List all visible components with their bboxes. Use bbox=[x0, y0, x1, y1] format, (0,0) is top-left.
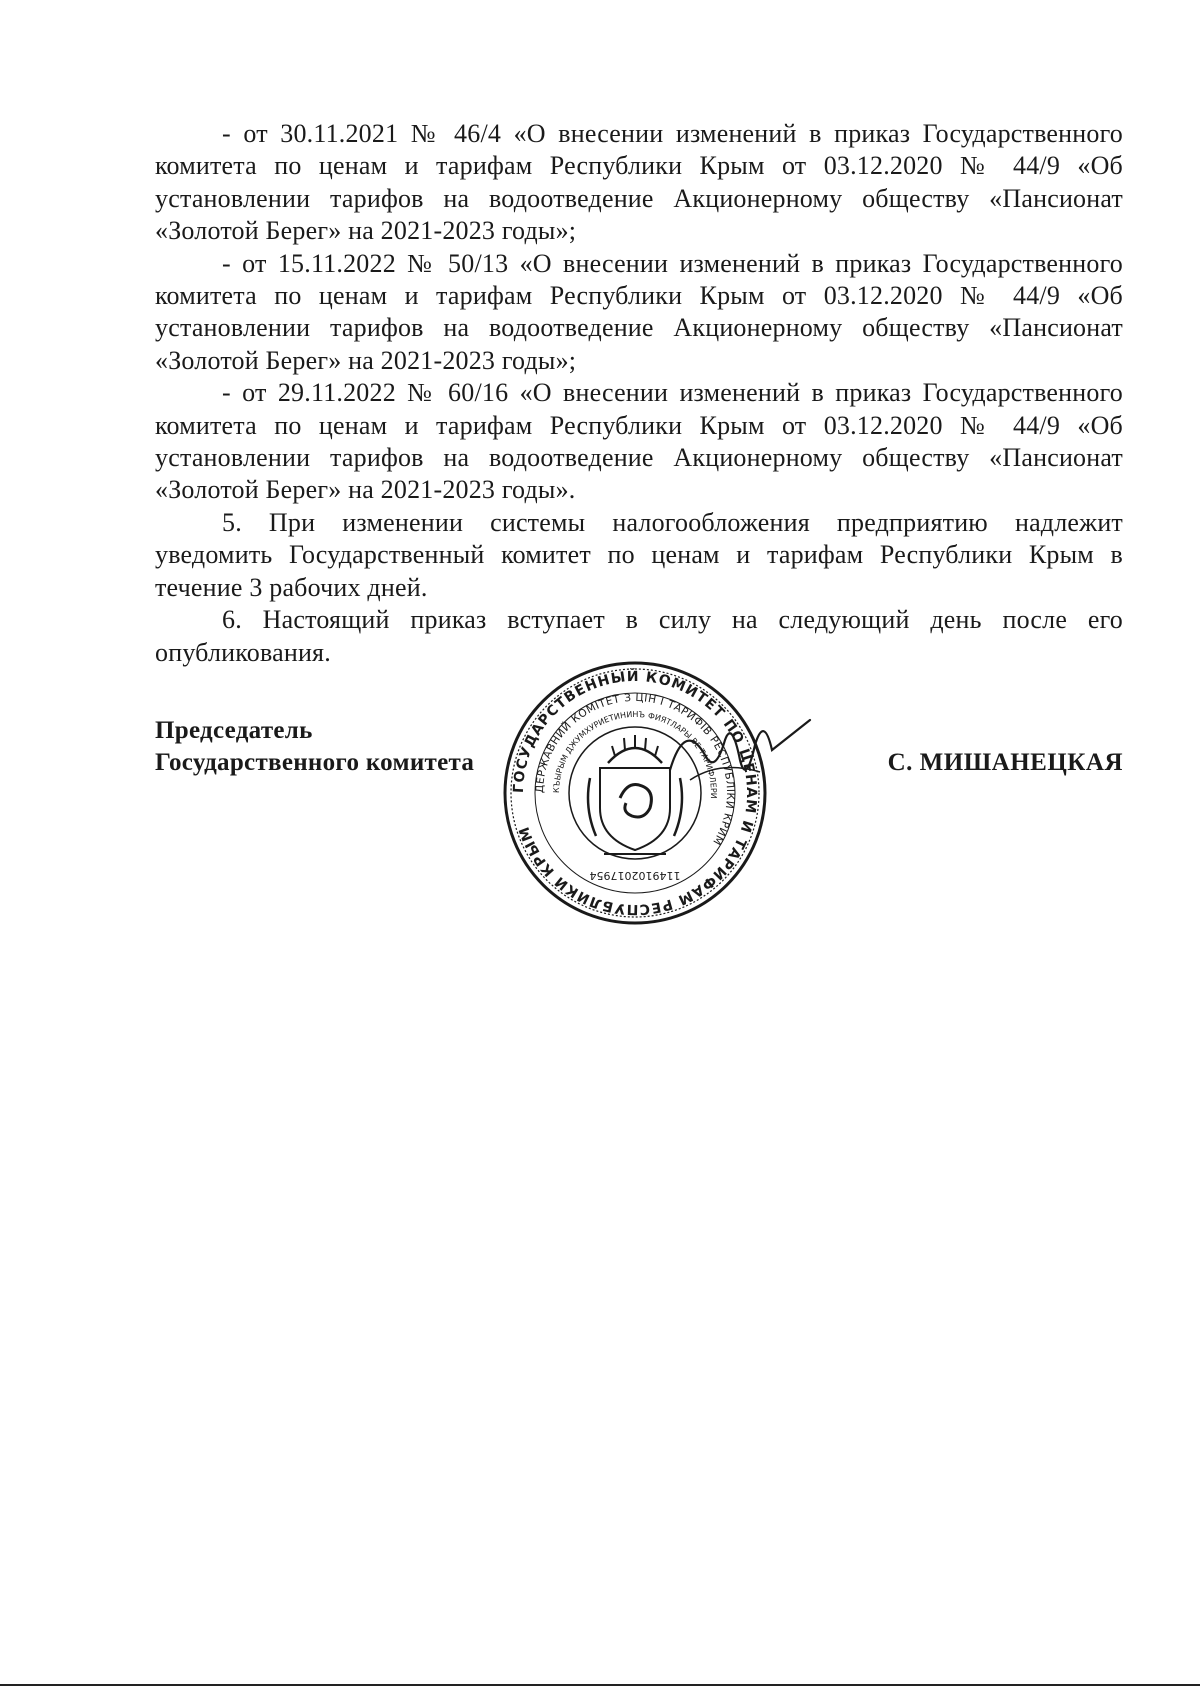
bottom-divider bbox=[0, 1684, 1200, 1686]
seal-outer-text: ГОСУДАРСТВЕННЫЙ КОМИТЕТ ПО ЦЕНАМ И ТАРИФАМ РЕСПУБЛИКИ КРЫМ bbox=[510, 668, 760, 918]
signer-title bbox=[155, 715, 474, 779]
signer-title-line-1: Председатель bbox=[155, 717, 313, 744]
seal-number: 1149102017954 bbox=[589, 869, 681, 882]
signer-name: С. МИШАНЕЦКАЯ bbox=[887, 749, 1123, 776]
paragraph-amendment-2021: - от 30.11.2021 № 46/4 «О внесении изменений в приказ Государственного комитета по ценам и тарифам Республики Крым от 03.12.2020 № 44/9 «Об установлении тарифов на водоотведение Акционерному обществу «Пансионат «Золотой Берег» на 2021-2023 годы»; bbox=[155, 119, 1123, 246]
seal-inner-text: КЪЫРЫМ ДЖУМХУРИЕТИНИНЪ ФИЯТЛАРЫ ВЕ ТАРИФЛЕРИ bbox=[551, 709, 719, 799]
paragraph-amendment-2022-nov29: - от 29.11.2022 № 60/16 «О внесении изменений в приказ Государственного комитета по ценам и тарифам Республики Крым от 03.12.2020 № 44/9 «Об установлении тарифов на водоотведение Акционерному обществу «Пансионат «Золотой Берег» на 2021-2023 годы». bbox=[155, 378, 1123, 505]
paragraph-item-5: 5. При изменении системы налогообложения предприятию надлежит уведомить Государственный комитет по ценам и тарифам Республики Крым в течение 3 рабочих дней. bbox=[155, 507, 1123, 602]
signer-title-line-2: Государственного комитета bbox=[155, 749, 475, 776]
paragraph-item-6: 6. Настоящий приказ вступает в силу на следующий день после его опубликования. bbox=[155, 605, 1123, 667]
document-body bbox=[155, 118, 1123, 669]
handwritten-signature bbox=[660, 700, 820, 810]
paragraph-amendment-2022-nov15: - от 15.11.2022 № 50/13 «О внесении изменений в приказ Государственного комитета по ценам и тарифам Республики Крым от 03.12.2020 № 44/9 «Об установлении тарифов на водоотведение Акционерному обществу «Пансионат «Золотой Берег» на 2021-2023 годы»; bbox=[155, 248, 1123, 375]
seal-middle-text: ДЕРЖАВНИЙ КОМІТЕТ З ЦІН І ТАРИФІВ РЕСПУБЛІКИ КРИМ bbox=[533, 691, 737, 848]
